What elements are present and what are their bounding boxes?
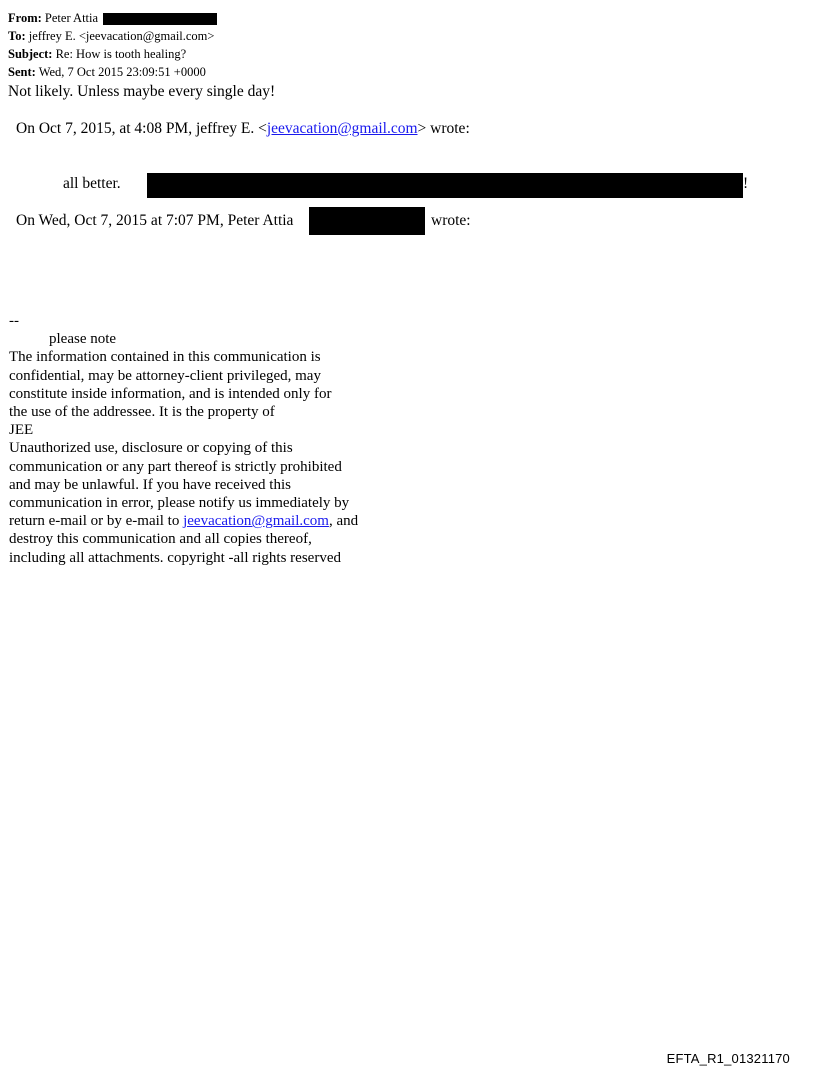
- from-line: [8, 11, 217, 26]
- redaction-box: [103, 13, 217, 25]
- signature-separator: --: [9, 313, 19, 329]
- subject-label: Subject:: [8, 47, 53, 61]
- disclaimer-email-link[interactable]: jeevacation@gmail.com: [183, 513, 329, 530]
- redaction-box: [309, 207, 425, 235]
- to-value: jeffrey E. <jeevacation@gmail.com>: [28, 29, 215, 43]
- quote1-suffix: > wrote:: [417, 120, 470, 137]
- quote1-text: all better.: [63, 175, 121, 192]
- disclaimer-line: [9, 512, 389, 530]
- disclaimer-line: JEE: [9, 422, 34, 439]
- confidentiality-disclaimer: [9, 312, 389, 567]
- from-label: From:: [8, 11, 42, 25]
- sent-label: Sent:: [8, 65, 36, 79]
- quote2-suffix: wrote:: [431, 212, 471, 229]
- disclaimer-line: communication in error, please notify us immediately by: [9, 495, 350, 512]
- subject-value: Re: How is tooth healing?: [55, 47, 187, 61]
- quote1-email-link[interactable]: jeevacation@gmail.com: [266, 120, 418, 137]
- quote1-attribution: [16, 120, 470, 138]
- to-label: To:: [8, 29, 26, 43]
- disclaimer-line: The information contained in this communication is: [9, 349, 321, 366]
- sent-line: [8, 65, 206, 80]
- quote1-end: !: [743, 175, 749, 192]
- to-line: [8, 29, 214, 44]
- disclaimer-line: and may be unlawful. If you have received this: [9, 476, 291, 493]
- disclaimer-line: confidential, may be attorney-client privileged, may: [9, 367, 321, 384]
- quote2-prefix: On Wed, Oct 7, 2015 at 7:07 PM, Peter Attia: [16, 212, 294, 229]
- redaction-box: [147, 173, 743, 198]
- disclaimer-line: communication or any part thereof is strictly prohibited: [9, 458, 342, 475]
- disclaimer-line: destroy this communication and all copies thereof,: [9, 531, 312, 548]
- disclaimer-line: including all attachments. copyright -all rights reserved: [9, 549, 341, 566]
- disclaimer-email-prefix: return e-mail or by e-mail to: [9, 513, 184, 530]
- quote1-prefix: On Oct 7, 2015, at 4:08 PM, jeffrey E. <: [16, 120, 267, 137]
- disclaimer-line: constitute inside information, and is intended only for: [9, 385, 332, 402]
- bates-number: EFTA_R1_01321170: [666, 1051, 790, 1066]
- please-note: please note: [49, 331, 117, 348]
- disclaimer-line: Unauthorized use, disclosure or copying of this: [9, 440, 293, 457]
- disclaimer-line: the use of the addressee. It is the property of: [9, 404, 275, 421]
- from-value: Peter Attia: [44, 11, 99, 25]
- subject-line: [8, 47, 186, 62]
- disclaimer-email-suffix: , and: [328, 513, 359, 530]
- reply-text: Not likely. Unless maybe every single day!: [8, 83, 276, 100]
- sent-value: Wed, 7 Oct 2015 23:09:51 +0000: [38, 65, 206, 79]
